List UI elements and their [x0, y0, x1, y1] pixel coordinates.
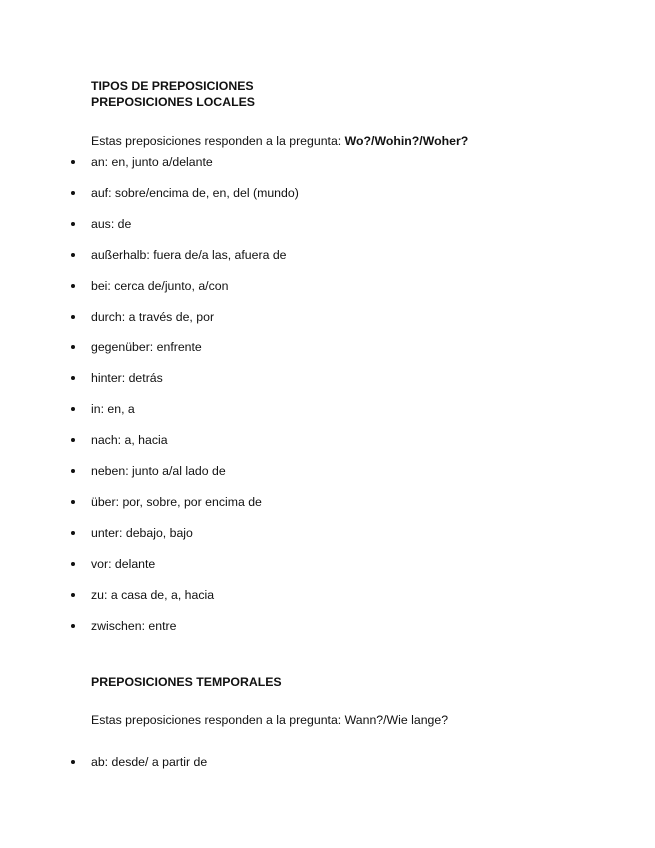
bullet-icon [71, 160, 75, 164]
bullet-icon [71, 191, 75, 195]
bullet-icon [71, 438, 75, 442]
list-item-text: ab: desde/ a partir de [91, 755, 208, 769]
bullet-icon [71, 222, 75, 226]
document-title: TIPOS DE PREPOSICIONES [91, 79, 254, 93]
list-item-text: unter: debajo, bajo [91, 525, 193, 540]
bullet-icon [71, 469, 75, 473]
bullet-icon [71, 624, 75, 628]
list-item-text: durch: a través de, por [91, 309, 215, 324]
section-heading-temporales: PREPOSICIONES TEMPORALES [91, 675, 282, 689]
bullet-icon [71, 760, 75, 764]
list-item-text: auf: sobre/encima de, en, del (mundo) [91, 185, 299, 200]
bullet-icon [71, 531, 75, 535]
bullet-icon [71, 345, 75, 349]
list-item-text: vor: delante [91, 556, 156, 571]
list-item-text: bei: cerca de/junto, a/con [91, 278, 229, 293]
list-item-text: gegenüber: enfrente [91, 340, 202, 355]
list-item-text: zwischen: entre [91, 618, 177, 633]
bullet-icon [71, 593, 75, 597]
list-item-text: aus: de [91, 216, 132, 231]
bullet-icon [71, 315, 75, 319]
list-item-text: in: en, a [91, 402, 135, 417]
intro-questions: Wo?/Wohin?/Woher? [344, 134, 469, 148]
bullet-icon [71, 407, 75, 411]
list-item-text: an: en, junto a/delante [91, 155, 213, 169]
list-item-text: nach: a, hacia [91, 433, 168, 448]
list-item-text: zu: a casa de, a, hacia [91, 587, 215, 602]
bullet-icon [71, 376, 75, 380]
intro-text: Estas preposiciones responden a la pregunta: [91, 134, 345, 148]
section-heading-locales: PREPOSICIONES LOCALES [91, 95, 255, 109]
bullet-icon [71, 284, 75, 288]
bullet-icon [71, 253, 75, 257]
list-item-text: hinter: detrás [91, 371, 163, 386]
list-item-text: außerhalb: fuera de/a las, afuera de [91, 247, 287, 262]
list-item-text: über: por, sobre, por encima de [91, 494, 262, 509]
bullet-icon [71, 500, 75, 504]
bullet-icon [71, 562, 75, 566]
section-intro-temporales: Estas preposiciones responden a la pregunta: Wann?/Wie lange? [91, 713, 449, 727]
list-item-text: neben: junto a/al lado de [91, 464, 226, 478]
section-intro-locales [91, 134, 468, 148]
